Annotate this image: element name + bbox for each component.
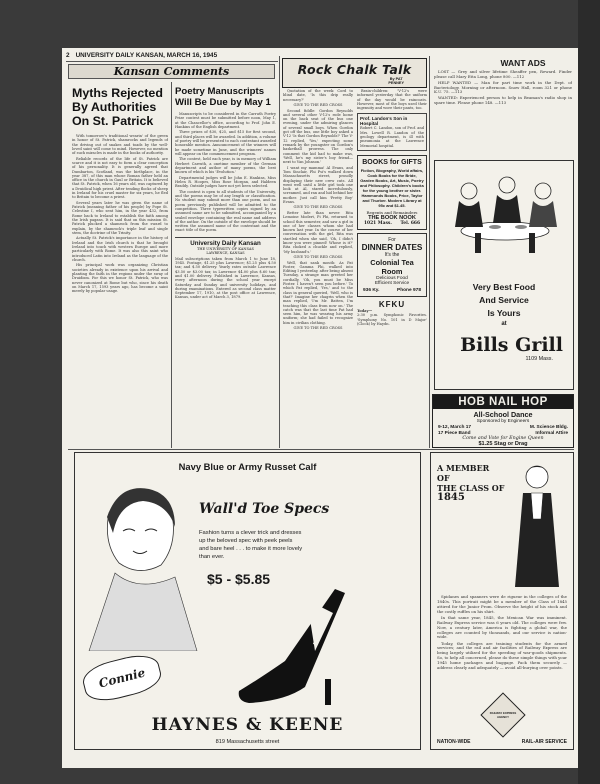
column-rule-3 bbox=[429, 56, 430, 448]
colonial-for: For bbox=[388, 236, 396, 243]
woman-portrait-illustration bbox=[79, 473, 199, 651]
landon-box bbox=[357, 113, 427, 150]
rock-chalk-column-1: Quotation of the week: Cord to blind date, 'Is this drip really necessary?' GIVE TO THE RED CROSS Second fiddle: Gordon Reynolds and several other V-12's rode home on the back seat of the bus one evening, under the admiring glances of several small boys. When Gordon got off the bus, one little boy asked a V-12 'Is that Gordon Reynolds?' The V-12 replied, 'Yes,' expecting some remark by the youngster on Gordon's basketball prowess. The only comment the kid had to make was, 'Well, he's my sister's boy friend—next to Van Johnson.' I want my mamma! Al Evans, and Tom Sinclair, Phi Psi's walked down Massachusetts street, proudly displaying their new crew cuts. All went well until a little girl took one look at Al, stared incredulously, screamed, and ran and hid behind her mother. Just call him 'Pretty Boy' Evans. GIVE TO THE RED CROSS Better late than never: Rita Lemoine Modert, Pi Phi, returned to school this semester, and saw a girl in one of her classes whom she had known last year. In the course of her conversation with the girl, Rita was startled when she said, 'Oh, I didn't know you were pinned! Whose is it?' Rita choked a chuckle and replied, 'My husband's.' GIVE TO THE RED CROSS Well, that sank mouth: As Pat Foster, Gamma Phi, walked into Editing I yesterday, after being absent Tuesday, a strange man greeted her cordially, 'Oh, you must be Miss Foster. I haven't seen you before.' To which Pat replied, 'Yes,' and to the class in general queried, 'Well, who is that?' Imagine her chagrin when the man replied, 'I'm Mr. Batten, I'm teaching this class from now on.' The catch was that the last time Pat had seen him, he was wearing his army uniform; she had failed to recognize him in civilian clothing. GIVE TO THE RED CROSS bbox=[283, 89, 353, 331]
hob-nail-hop-ad bbox=[432, 394, 574, 448]
colonial-tag2: Efficient Service bbox=[374, 280, 410, 286]
column-rule-1 bbox=[171, 82, 172, 448]
rock-chalk-talk-banner: Rock Chalk Talk By PAT PENNEY bbox=[282, 58, 427, 88]
masthead-city: LAWRENCE, KANSAS bbox=[206, 250, 245, 255]
colonial-its: It's the bbox=[384, 251, 400, 258]
books-ad-footer: Regents and Remainders bbox=[366, 209, 418, 215]
high-heel-shoe-illustration bbox=[225, 583, 355, 713]
bills-line3: Is Yours bbox=[487, 308, 521, 318]
railway-express-seal: RAILWAY EXPRESS AGENCY bbox=[480, 692, 525, 737]
want-ad-item: LOST — Grey and silver lifetime Sheaffer pen, Reward. Finder please call Mary Etta Long, phone 800. —112 bbox=[434, 70, 572, 79]
member-footer bbox=[437, 739, 567, 745]
member-headline: A MEMBER OF THE CLASS OF 1845 bbox=[437, 463, 505, 503]
railway-express-ad bbox=[430, 452, 574, 750]
landon-headline: Prof. Landon's Son in Hospital bbox=[360, 116, 408, 127]
want-ads-list bbox=[434, 70, 572, 170]
hobnail-attire: Informal Attire bbox=[535, 430, 568, 436]
hobnail-sponsor: Sponsored by Engineers bbox=[476, 419, 530, 424]
colonial-name: Colonial Tea Room bbox=[370, 257, 414, 276]
masthead-title: University Daily Kansan bbox=[190, 239, 261, 247]
bills-address: 1109 Mass. bbox=[525, 356, 553, 362]
hobnail-price: $1.25 Stag or Drag bbox=[478, 441, 528, 448]
hobnail-vote: Come and Vote for Engine Queen bbox=[462, 436, 544, 442]
kansan-masthead-box bbox=[175, 237, 276, 300]
kfku-title: KFKU bbox=[378, 299, 406, 309]
kfku-body: 2:30 p.m. Symphonic Favorites. 'Symphony No. 101 in D Major' (Clock) by Haydn. bbox=[357, 313, 427, 326]
colonial-tag1: Delicious Food bbox=[376, 275, 408, 281]
scanner-margin bbox=[578, 0, 600, 784]
want-ad-item: HELP WANTED — Man for part time work in the Dept. of Bacteriology. Morning or afternoon. Snow Hall, room 321 or phone K.U. 75. —113 bbox=[434, 79, 572, 95]
hobnail-date: 9-12, March 17 bbox=[438, 425, 472, 430]
books-for-gifts-ad bbox=[357, 155, 427, 230]
newspaper-page bbox=[62, 48, 578, 768]
bills-line2: And Service bbox=[479, 295, 529, 305]
hobnail-title: HOB NAIL HOP bbox=[433, 395, 573, 409]
books-ad-shop: THE BOOK NOOK bbox=[368, 214, 416, 221]
kfku-sub: Today— bbox=[357, 308, 373, 313]
colonial-title: DINNER DATES bbox=[361, 242, 423, 252]
header-rule bbox=[66, 61, 278, 62]
bills-line1: Very Best Food bbox=[472, 282, 536, 292]
kansan-comments-banner: Kansan Comments bbox=[68, 64, 275, 79]
haynes-keene-shoe-ad bbox=[74, 452, 421, 750]
page-header bbox=[66, 52, 276, 59]
colonial-address: 936 Ky. bbox=[363, 287, 380, 293]
gentleman-1845-illustration bbox=[507, 459, 567, 589]
myths-article bbox=[72, 82, 168, 452]
colonial-phone: Phone 978 bbox=[397, 287, 421, 293]
haynes-keene-name: HAYNES & KEENE bbox=[151, 715, 344, 735]
hobnail-place: M. Science Bldg. bbox=[529, 425, 568, 430]
navy-price: $5 - $5.85 bbox=[207, 571, 271, 587]
masthead-body: Mail subscriptions taken from March 1 to June 18, 1945. Postage, $1.25 plus Lawrence; $1.25 plus $.50 tax; and $.50 delivery. Yearly rates outside Lawrence $3.50 or $3.00 tax; in Lawrence $4.00 plus $.60 tax; and $1.00 delivery. Published in Lawrence, Kansas, every afternoon during the school year except Saturday and Sunday and university holidays, and during examinations. Entered as second class matter September 17, 1910, at the post office at Lawrence, Kansas, under act of March 3, 1879. bbox=[175, 256, 276, 300]
navy-headline: Navy Blue or Army Russet Calf bbox=[178, 461, 317, 472]
myths-headline: Myths Rejected By Authorities On St. Patrick bbox=[72, 86, 163, 128]
want-ads-heading: WANT ADS bbox=[500, 58, 546, 68]
hobnail-band: 17 Piece Band bbox=[438, 430, 471, 436]
want-ad-item: WANTED: Experienced person to help in Beaman's radio shop in spare time. Please phone 148. —113 bbox=[434, 95, 572, 106]
navy-script-heading: Wall'd Toe Specs bbox=[199, 501, 330, 517]
poetry-article bbox=[175, 82, 276, 448]
rail-air-label: RAIL-AIR SERVICE bbox=[521, 739, 567, 745]
books-ad-phone: Tel. 666 bbox=[400, 220, 420, 226]
myths-body: With tomorrow's traditional wearin' of the green in honor of St. Patrick, shamrocks and legends of the driving out of snakes and toads by the well-loved saint will come to mind. However, no mention of such miracles is made in the books of authority. Reliable records of the life of St. Patrick are scarce and it is not easy to form a clear conception of his personality. It is generally agreed that Dumbarton, Scotland, was the birthplace, in the year 387, of this man whose Roman father held an office in the church in Gaul or Britain. It is believed that St. Patrick, when 16 years old, was captured by a Druidical high priest. After tending flocks of sheep in Ireland for his cruel master for six years, he fled to Britain to become a priest. Several years later he was given the name of Patrick (meaning father of his people) by Pope St. Celestine I, who sent him, in the year 432, from Rome back to Ireland to establish the faith among the Irish pagans. It is said that on this mission St. Patrick plucked a shamrock from the sward to explain, by the shamrock's triple leaf and single stem, the doctrine of the Trinity. Actually St. Patrick's importance in the history of Ireland and the Irish church is that he brought Ireland into touch with western Europe and more particularly with Rome. It was also this saint who introduced Latin into Ireland as the language of the church. His principal work was organizing Christian societies already in existence upon his arrival and planting the faith in the regions under the sway of Druidism. For this we honor St. Patrick, who was never canonized at Rome but who, since his death on March 17, 1593 years ago, has become a saint merely by popular usage. bbox=[72, 134, 168, 294]
nation-wide-label: NATION-WIDE bbox=[437, 739, 471, 745]
section-rule bbox=[68, 449, 574, 450]
colonial-tea-room-ad bbox=[357, 233, 427, 297]
books-ad-body: Fiction, Biography, World affairs, Cook Books for the Bride, Garden Books, Art, Music, Poetry and Philosophy. Children's books for the young brother or sister. Hammonds Books, Price, Taylor and Thurber. Modern Library at 95c and $1.45. bbox=[360, 167, 424, 208]
poetry-headline: Poetry Manuscripts Will Be Due by May 1 bbox=[175, 86, 271, 108]
connie-logo: Connie bbox=[80, 650, 165, 706]
poetry-body: Manuscripts to be considered in the Carruth Poetry Prize contest must be submitted before noon, May 1, at the Chancellor's office, according to Prof. John E. Hankins of the English department. Three prizes of $30, $25, and $15 for first second, and third places will be awarded. In addition, a volume of poetry will be presented to each contestant awarded honorable mention. Announcement of the winners will be made sometime in June, and the winners' names will appear on the commencement program. The contest, held each year, is in memory of William Herbert Carruth, a onetime member of the German department and author of many poems, the best known of which is his 'Evolution.' Departmental judges will be John E. Hankins, Miss Helen R. Hoopes, Miss Rose Morgan, and Haldeen Braddy. Outside judges have not yet been selected. The contest is open to all students of the University, and the poems may be of any length or classification. No student may submit more than one poem, and no poem previously published will be admitted to the competition. Three typewritten copies signed by an assumed name are to be submitted, accompanied by a sealed envelope containing the real name and address of the author. On the outside of the envelope should be written the assumed name of the contestant and the exact title of the poem. bbox=[175, 112, 276, 233]
haynes-keene-address: 819 Massachusetts street bbox=[215, 739, 280, 745]
kfku-listing bbox=[357, 300, 427, 326]
hobnail-sub: All-School Dance bbox=[473, 410, 533, 419]
masthead-sub: THE UNIVERSITY OF KANSAS bbox=[197, 246, 254, 251]
diners-illustration bbox=[435, 161, 573, 257]
bills-grill-name: Bills Grill bbox=[460, 334, 563, 356]
masthead-date: UNIVERSITY DAILY KANSAN, MARCH 16, 1945 bbox=[75, 52, 218, 59]
books-ad-address: 1021 Mass. bbox=[364, 220, 392, 226]
landon-body: Robert C. Landon, son of Prof. and Mrs. Lowell R. Landon of the geology department, is ill with pneumonia at the Lawrence Memorial hospital. bbox=[360, 126, 424, 148]
bills-grill-ad bbox=[434, 160, 574, 390]
column-rule-2 bbox=[279, 56, 280, 448]
navy-copy: Fashion turns a clever trick and dresses up the beloved spec with peek peels and bare heel . . . to make it more lovely than ever. bbox=[199, 530, 303, 560]
bills-line4: at bbox=[501, 321, 507, 327]
page-number: 2 bbox=[66, 52, 70, 59]
books-ad-title: BOOKS for GIFTS bbox=[362, 158, 422, 166]
member-body: Spidanes and spanners were de rigueur in the colleges of the 1840s. This portrait might be a member of the Class of 1845 attired for the Junior Prom. Observe the height of his stock and the costly ruffles on his shirt. In that same year, 1845, the Mexican War was imminent. Railway Express service was 6 years old. The colleges were few. Now, a century later, America is fighting a global war, the colleges are counted by thousands, and our service is nation-wide. Today, the colleges are training students for the armed services; and the rail and air facilities of Railway Express are being largely utilized for the speeding of war-goods shipments. So, to help all concerned, please do these simple things with your 1945 home packages and baggage. Pack them securely — address clearly and adequately — avoid all-burying over points. bbox=[437, 594, 567, 671]
rock-chalk-column-2: Brain-children: 'V-12's were informed yesterday that the uniform of the day would be raincoats. However, most of the boys used their ingenuity and wore their pants, too. Prof. Landon's Son in Hospital Robert C. Landon, son of Prof. and Mrs. Lowell R. Landon of the geology department, is ill with pneumonia at the Lawrence Memorial hospital. BOOKS for GIFTS Fiction, Biography, World affairs, Cook Books for the Bride, Garden Books, Art, Music, Poetry and Philosophy. Children's books for the young brother or sister. Hammonds Books, Price, Taylor and Thurber. Modern Library at 95c and $1.45. Regents and Remainders THE BOOK NOOK 1021 Mass. Tel. 666 For DINNER DATES It's the Colonial Tea Room Delicious Food Efficient Service 936 Ky. Phone 978 KFKU Today— 2:30 p.m. Symphonic Favorites. 'Symphony No. 101 in D Major' (Clock) by Haydn. bbox=[357, 89, 427, 326]
